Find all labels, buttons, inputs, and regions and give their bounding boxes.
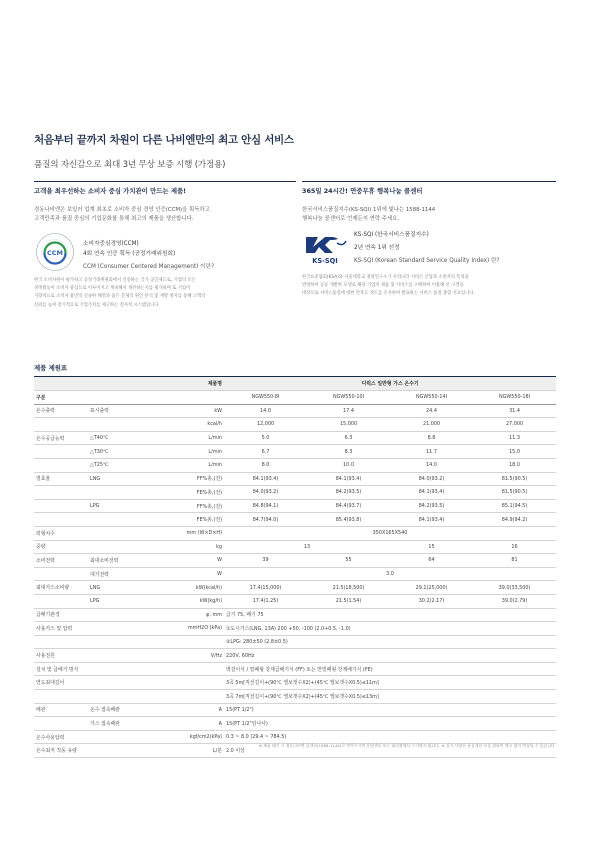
spec-category-cell: 급배기관경 [34,608,88,622]
spec-category-cell: 소비전력 [34,554,88,568]
spec-value-cell: 17.4(15,000) [224,581,307,595]
footnote: ※ 제품 폐기 시 경동나비엔 콜센터(1588-1144)로 연락주시면 운영센터 또는 대리점에서 수거해 드립니다. ※ 상기 사양은 품질개선 등을 위하여 예고 없이 변경될 수 있습니다. [258,743,556,748]
sqi-cert-line-3: KS-SQI (Korean Standard Service Quality Index) 란? [354,258,500,264]
spec-value-cell: 급기 75, 배기 75 [224,608,556,622]
spec-value-cell: 17.4(1.25) [224,594,307,608]
ks-sqi-logo-icon [303,233,349,267]
spec-unit-cell: kW(kcal/h) [146,581,224,595]
product-line: 디럭스 일반형 가스 온수기 [224,377,556,391]
sqi-desc-line: 한국표준협회(KSA)와 서울대학교 경영연구소가 우리나라 서비스 산업과 소비자의 특성을 [302,275,469,280]
model-name: NGW550-18I [473,391,556,405]
spec-row [34,554,556,568]
spec-unit-cell [146,690,224,704]
spec-row [34,690,556,704]
ccm-body-line: 경동나비엔은 보일러 업계 최초로 소비자 중심 경영 인증(CCM)을 획득하고 [34,207,210,213]
spec-row [34,622,556,636]
spec-subcategory-cell: 대기전력 [88,567,146,581]
spec-value-cell: 3.0 [224,567,556,581]
spec-value-cell: 84.1(93.4) [390,486,473,500]
spec-value-cell: 21.5(1.54) [307,594,390,608]
spec-value-cell: ②LPG: 280±50 (2.8±0.5) [224,635,556,649]
spec-value-cell: 21,000 [390,418,473,432]
spec-value-cell: 84.4(93.7) [307,499,390,513]
spec-value-cell: 13 [224,540,390,554]
sqi-box [302,181,556,315]
spec-value-cell: 84.1(93.4) [390,513,473,527]
spec-subcategory-cell [88,622,146,636]
ccm-body-line: 고객만족과 품질 중심의 기업문화를 통해 최고의 제품을 생산합니다. [34,216,194,222]
spec-row [34,431,556,445]
spec-value-cell: 84.0(93.2) [390,472,473,486]
spec-header-row [34,377,556,391]
spec-value-cell: 15,000 [307,418,390,432]
ks-sqi-logo-text: KS-SQI [312,257,338,265]
spec-value-cell: 14.0 [224,404,307,418]
spec-subcategory-cell: △T25℃ [88,458,146,472]
spec-subcategory-cell: 표시출력 [88,404,146,418]
spec-row [34,445,556,459]
spec-unit-cell [146,635,224,649]
spec-value-cell: 64 [390,554,473,568]
spec-row [34,581,556,595]
spec-value-cell: 8.3 [307,445,390,459]
spec-subcategory-cell [88,662,146,676]
spec-value-cell: 6.7 [224,445,307,459]
spec-subcategory-cell: △T30℃ [88,445,146,459]
spec-value-cell: ①도시가스(LNG, 13A) 200 +50, -100 (2.0+0.5, -1.0) [224,622,556,636]
spec-category-cell: 온수사용압력 [34,730,88,744]
spec-row [34,717,556,731]
spec-row [34,730,556,744]
spec-subcategory-cell [88,730,146,744]
spec-value-cell: 11.3 [473,431,556,445]
spec-unit-cell: φ, mm [146,608,224,622]
spec-category-cell [34,690,88,704]
ccm-desc-line: 경영활동이 소비자 중심으로 이루어지고 계속해서 개선하는지를 평가하며 또 기업이 [34,286,191,292]
model-name: NGW550-10I [307,391,390,405]
spec-value-cell: 85.4(93.8) [307,513,390,527]
spec-subcategory-cell: 온수 접속배관 [88,703,146,717]
spec-value-cell: 30.2(2.17) [390,594,473,608]
spec-value-cell: 8.8 [390,431,473,445]
spec-subcategory-cell [88,635,146,649]
spec-value-cell: 85.1(94.5) [473,499,556,513]
spec-value-cell: 17.4 [307,404,390,418]
spec-unit-cell: L/min [146,431,224,445]
spec-unit-cell: FE%총,(전) [146,513,224,527]
spec-title: 제품 제원표 [34,364,68,372]
spec-category-cell: 최대가스소비량 [34,581,88,595]
ccm-logo-text: CCM [46,249,64,257]
spec-value-cell: 27,000 [473,418,556,432]
spec-value-cell: 11.7 [390,445,473,459]
sqi-body-line: 행복나눔 콜센터로 언제든지 연락 주세요. [302,216,400,222]
spec-row [34,499,556,513]
spec-unit-cell: FE%총,(전) [146,486,224,500]
spec-value-cell: 81.5(90.5) [473,472,556,486]
spec-subcategory-cell: LNG [88,472,146,486]
spec-unit-cell [146,676,224,690]
sqi-cert-line-2: 2년 연속 1위 선정 [354,245,400,251]
spec-value-cell: 220V, 60Hz [224,649,556,663]
spec-category-cell: 배관 [34,703,88,717]
spec-value-cell: 84.8(94.1) [224,499,307,513]
spec-category-cell: 온수공급능력 [34,431,88,445]
spec-value-cell: 84.9(94.2) [473,513,556,527]
spec-value-cell: 31.4 [473,404,556,418]
spec-unit-cell: kg [146,540,224,554]
sqi-body [302,206,435,224]
spec-category-cell [34,594,88,608]
spec-row [34,676,556,690]
spec-category-cell [34,445,88,459]
spec-category-cell [34,513,88,527]
spec-row [34,513,556,527]
sqi-cert-line-1: KS-SQI (한국서비스품질지수) [354,232,429,238]
spec-row [34,418,556,432]
product-name-label: 제품명 [146,377,224,391]
spec-unit-cell [146,662,224,676]
spec-category-cell [34,458,88,472]
spec-value-cell: 55 [307,554,390,568]
spec-category-cell [34,635,88,649]
spec-row [34,649,556,663]
model-name: NGW550-14I [390,391,473,405]
spec-unit-cell: kW(kg/h) [146,594,224,608]
spec-value-cell: 10.0 [307,458,390,472]
ccm-desc-line: 신뢰를 높여 장기적으로 기업가치를 제고하는 전사적 시스템입니다. [34,302,160,308]
spec-value-cell: 18.0 [473,458,556,472]
page-subtitle: 품질의 자신감으로 최대 3년 무상 보증 시행 (가정용) [34,160,226,170]
spec-table [34,376,556,758]
spec-row [34,608,556,622]
spec-value-cell: 84.1(93.4) [224,472,307,486]
spec-subcategory-cell [88,418,146,432]
spec-row [34,404,556,418]
spec-value-cell: 15(PT 1/2") [224,703,556,717]
spec-row [34,458,556,472]
spec-subcategory-cell [88,540,146,554]
spec-row [34,526,556,540]
spec-value-cell: 81.5(90.5) [473,486,556,500]
spec-value-cell: 3곡 5m[직선길이+(90℃ 엘보갯수X2)+(45℃ 엘보갯수X0.5)≤11m] [224,676,556,690]
ccm-cert-line-2: 4회 연속 인증 획득 (공정거래위원회) [83,251,176,257]
spec-value-cell: 5.0 [224,431,307,445]
spec-row [34,472,556,486]
spec-subcategory-cell [88,526,146,540]
spec-value-cell: 2.0 이상 [224,744,556,758]
sqi-body-line: 한국서비스품질지수(KS-SQI) 1위에 빛나는 1588-1144 [302,207,436,213]
spec-category-cell: 연도최대길이 [34,676,88,690]
ccm-desc-line: 한국 소비자원이 평가하고 공정거래위원회에서 인증하는 국가 공인제도로, 기업의 모든 [34,278,196,283]
spec-row [34,703,556,717]
spec-value-cell: 12,000 [224,418,307,432]
ccm-heading: 고객을 최우선하는 소비자 중심 가치관이 만드는 제품! [34,187,187,195]
spec-unit-cell: kcal/h [146,418,224,432]
sqi-description [302,274,475,299]
ccm-desc-line: 지향적으로 소비자 불만의 신속한 해결과 품은 문제의 원인 분석 및 재발 방지를 통해 고객의 [34,294,206,300]
spec-unit-cell: A [146,703,224,717]
spec-unit-cell: W [146,554,224,568]
spec-subcategory-cell: 최대소비전력 [88,554,146,568]
spec-row [34,662,556,676]
model-name: NGW550-8I [224,391,307,405]
spec-subcategory-cell [88,608,146,622]
spec-subcategory-cell [88,690,146,704]
spec-category-cell [34,486,88,500]
page-title: 처음부터 끝까지 차원이 다른 나비엔만의 최고 안심 서비스 [34,134,294,146]
spec-row [34,540,556,554]
spec-value-cell: 39 [224,554,307,568]
spec-row [34,635,556,649]
spec-category-cell: 온수출력 [34,404,88,418]
spec-category-cell: 열효율 [34,472,88,486]
spec-row [34,567,556,581]
spec-model-row [34,391,556,405]
ccm-logo-icon [35,232,75,272]
spec-subcategory-cell: LNG [88,581,146,595]
spec-unit-cell: mm (W×D×H) [146,526,224,540]
spec-category-cell: 외형치수 [34,526,88,540]
spec-row [34,486,556,500]
spec-value-cell: 3곡 7m[직선길이+(90℃ 엘보갯수X2)+(45℃ 엘보갯수X0.5)≤13m] [224,690,556,704]
sqi-desc-line: 대상으로 서비스품질에 대한 만족도 정도를 조사하여 발표하는 서비스 품질 종합 지표입니다. [302,291,475,297]
spec-category-cell: 온수최저 작동 유량 [34,744,88,758]
ccm-body [34,206,210,224]
sqi-heading: 365일 24시간! 연중무휴 행복나눔 콜센터 [302,187,423,195]
spec-value-cell: 8.0 [224,458,307,472]
spec-category-cell [34,567,88,581]
spec-value-cell: 350X165X540 [224,526,556,540]
spec-value-cell: 39.0(33,500) [473,581,556,595]
spec-category-cell: 설치 및 급배기 방식 [34,662,88,676]
spec-value-cell: 15 [390,540,473,554]
spec-value-cell: 15.0 [473,445,556,459]
spec-value-cell: 84.1(93.4) [307,472,390,486]
spec-value-cell: 39.0(2.79) [473,594,556,608]
spec-category-cell [34,717,88,731]
spec-value-cell: 24.4 [390,404,473,418]
spec-category-cell [34,499,88,513]
spec-value-cell: 84.0(93.2) [224,486,307,500]
spec-value-cell: 81 [473,554,556,568]
ccm-box [34,181,296,315]
spec-unit-cell: kgf/cm2(kPa) [146,730,224,744]
spec-unit-cell: FF%총,(전) [146,472,224,486]
spec-unit-cell: L/min [146,458,224,472]
spec-subcategory-cell: 가스 접속배관 [88,717,146,731]
category-label: 구분 [34,391,224,405]
spec-value-cell: 벽걸이식 / 밀폐형 강제급배기식 (FF) 또는 반밀폐형 강제배기식 (FE) [224,662,556,676]
spec-value-cell: 84.2(93.5) [307,486,390,500]
sqi-desc-line: 반영하여 공동 개발한 모델로 해당 기업의 제품 및 서비스를 구매하여 이용해 본 고객을 [302,283,464,289]
ccm-description [34,277,205,310]
spec-value-cell: 15(PT 1/2"암나사) [224,717,556,731]
spec-subcategory-cell [88,676,146,690]
ccm-cert-line-1: 소비자중심경영(CCM) [83,241,139,247]
spec-value-cell: 21.5(18,500) [307,581,390,595]
ccm-cert-line-3: CCM (Consumer Centered Management) 이란? [83,264,215,270]
spec-value-cell: 84.7(94.0) [224,513,307,527]
spec-subcategory-cell: LPG [88,499,146,513]
spec-value-cell: 6.3 [307,431,390,445]
spec-unit-cell: W [146,567,224,581]
spec-unit-cell: A [146,717,224,731]
spec-category-cell: 사용전원 [34,649,88,663]
spec-unit-cell: FF%총,(전) [146,499,224,513]
spec-subcategory-cell: △T40℃ [88,431,146,445]
spec-unit-cell: L/min [146,445,224,459]
spec-subcategory-cell [88,513,146,527]
spec-unit-cell: L/분 [146,744,224,758]
spec-category-cell [34,418,88,432]
spec-unit-cell: kW [146,404,224,418]
spec-subcategory-cell [88,486,146,500]
spec-unit-cell: mmH2O (kPa) [146,622,224,636]
spec-value-cell: 14.0 [390,458,473,472]
spec-value-cell: 0.3 ~ 8.0 (29.4 ~ 784.5) [224,730,556,744]
spec-subcategory-cell: LPG [88,594,146,608]
spec-row [34,594,556,608]
spec-value-cell: 84.2(93.5) [390,499,473,513]
spec-value-cell: 29.1(25,000) [390,581,473,595]
spec-category-cell: 사용가스 및 압력 [34,622,88,636]
spec-subcategory-cell [88,649,146,663]
spec-category-cell: 중량 [34,540,88,554]
spec-value-cell: 16 [473,540,556,554]
spec-unit-cell: V/Hz [146,649,224,663]
